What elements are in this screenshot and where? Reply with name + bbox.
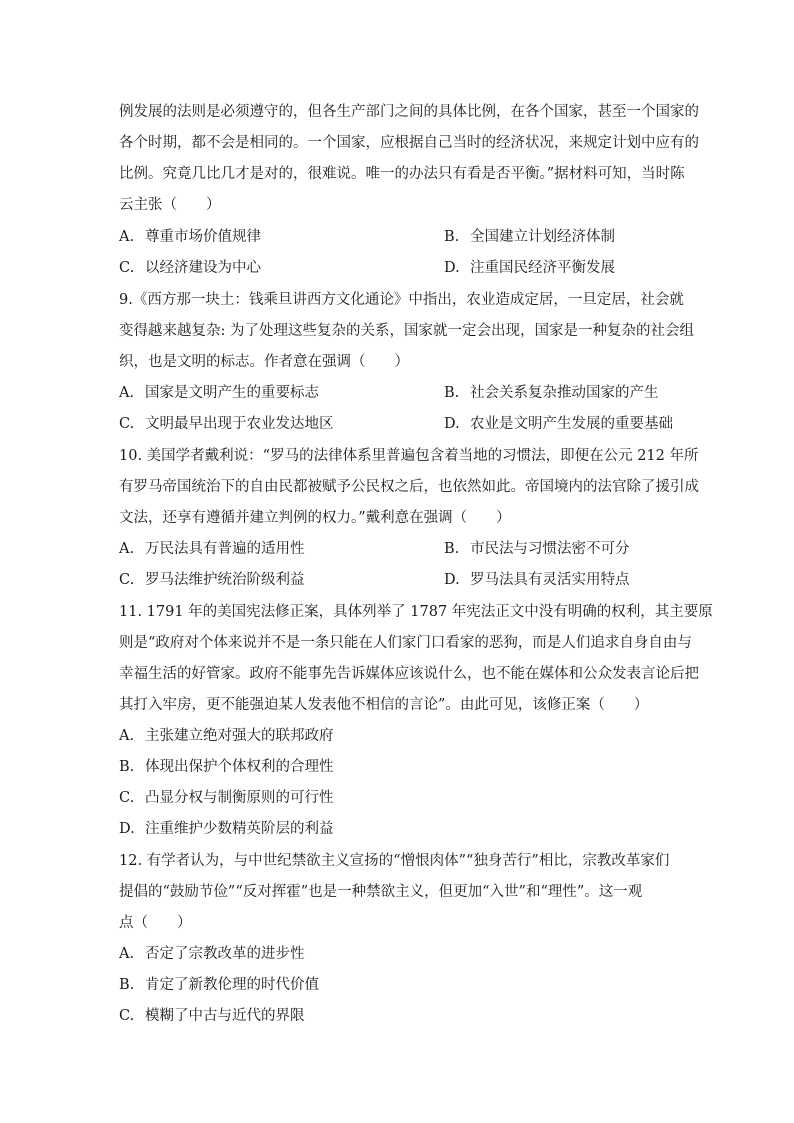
option-letter: B.: [444, 541, 460, 557]
option-letter: C.: [119, 1008, 135, 1024]
q11-stem-line: 11. 1791 年的美国宪法修正案，具体列举了 1787 年宪法正文中没有明确的权利，其主要原: [119, 604, 713, 620]
q10-stem-line: 10. 美国学者戴利说：“罗马的法律体系里普遍包含着当地的习惯法，即便在公元 212 年所: [119, 448, 699, 464]
option-text: 体现出保护个体权利的合理性: [145, 759, 334, 775]
q9-stem-line: 织，也是文明的标志。作者意在强调（ ）: [119, 354, 409, 370]
option-text: 肯定了新教伦理的时代价值: [145, 977, 319, 993]
option-letter: C.: [119, 416, 135, 432]
option-text: 社会关系复杂推动国家的产生: [470, 385, 659, 401]
option-text: 国家是文明产生的重要标志: [145, 385, 319, 401]
q12-stem-line: 12. 有学者认为，与中世纪禁欲主义宣扬的“憎恨肉体”“独身苦行”相比，宗教改革家们: [119, 853, 670, 869]
option-letter: A.: [119, 385, 135, 401]
q9-option-b[interactable]: [444, 383, 659, 403]
q12-option-b[interactable]: [119, 975, 319, 995]
q11-stem-line: 其打入牢房，更不能强迫某人发表他不相信的言论”。由此可见，该修正案（ ）: [119, 697, 649, 713]
option-text: 注重国民经济平衡发展: [470, 260, 615, 276]
option-letter: B.: [444, 385, 460, 401]
option-letter: D.: [119, 821, 135, 837]
q12-option-a[interactable]: [119, 944, 305, 964]
q10-option-c[interactable]: [119, 570, 305, 590]
option-text: 罗马法维护统治阶级利益: [145, 572, 305, 588]
option-letter: A.: [119, 229, 135, 245]
q10-option-d[interactable]: [444, 570, 630, 590]
q11-stem-line: 幸福生活的好管家。政府不能事先告诉媒体应该说什么，也不能在媒体和公众发表言论后把: [119, 666, 699, 682]
option-text: 文明最早出现于农业发达地区: [145, 416, 334, 432]
q9-option-d[interactable]: [444, 414, 673, 434]
q10-option-a[interactable]: [119, 539, 305, 559]
q9-stem-line: 变得越来越复杂: 为了处理这些复杂的关系，国家就一定会出现，国家是一种复杂的社会组: [119, 323, 694, 339]
q11-stem-line: 则是“政府对个体来说并不是一条只能在人们家门口看家的恶狗，而是人们追求自身自由与: [119, 635, 692, 651]
q8-option-d[interactable]: [444, 258, 615, 278]
option-letter: B.: [119, 759, 135, 775]
option-letter: C.: [119, 790, 135, 806]
option-text: 主张建立绝对强大的联邦政府: [145, 728, 334, 744]
q8-option-b[interactable]: [444, 227, 615, 247]
option-text: 尊重市场价值规律: [145, 229, 261, 245]
q9-stem-line: 9.《西方那一块土：钱乘旦讲西方文化通论》中指出，农业造成定居，一旦定居，社会就: [119, 292, 684, 308]
q8-option-a[interactable]: [119, 227, 261, 247]
q8-stem-line: 云主张（ ）: [119, 197, 221, 213]
option-text: 模糊了中古与近代的界限: [145, 1008, 305, 1024]
q8-stem-line: 各个时期，都不会是相同的。一个国家，应根据自己当时的经济状况，来规定计划中应有的: [119, 135, 699, 151]
option-text: 以经济建设为中心: [145, 260, 261, 276]
q11-option-c[interactable]: [119, 788, 334, 808]
option-letter: A.: [119, 728, 135, 744]
option-text: 万民法具有普遍的适用性: [145, 541, 305, 557]
q9-option-c[interactable]: [119, 414, 334, 434]
option-text: 否定了宗教改革的进步性: [145, 946, 305, 962]
option-letter: B.: [119, 977, 135, 993]
q8-stem-line: 比例。究竟几比几才是对的，很难说。唯一的办法只有看是否平衡。”据材料可知，当时陈: [119, 166, 685, 182]
q11-option-a[interactable]: [119, 726, 334, 746]
option-letter: D.: [444, 416, 460, 432]
option-text: 市民法与习惯法密不可分: [470, 541, 630, 557]
q12-stem-line: 点（ ）: [119, 915, 192, 931]
q11-option-d[interactable]: [119, 819, 334, 839]
option-text: 注重维护少数精英阶层的利益: [145, 821, 334, 837]
option-letter: C.: [119, 260, 135, 276]
option-letter: D.: [444, 572, 460, 588]
option-letter: D.: [444, 260, 460, 276]
q10-stem-line: 文法，还享有遵循并建立判例的权力。”戴利意在强调（ ）: [119, 510, 511, 526]
option-letter: B.: [444, 229, 460, 245]
option-letter: A.: [119, 946, 135, 962]
q12-stem-line: 提倡的“鼓励节俭”“反对挥霍”也是一种禁欲主义，但更加“入世”和“理性”。这一观: [119, 884, 643, 900]
option-text: 全国建立计划经济体制: [470, 229, 615, 245]
q10-option-b[interactable]: [444, 539, 630, 559]
q8-option-c[interactable]: [119, 258, 261, 278]
q11-option-b[interactable]: [119, 757, 334, 777]
q9-option-a[interactable]: [119, 383, 319, 403]
q12-option-c[interactable]: [119, 1006, 305, 1026]
option-text: 罗马法具有灵活实用特点: [470, 572, 630, 588]
q8-stem-line: 例发展的法则是必须遵守的，但各生产部门之间的具体比例，在各个国家，甚至一个国家的: [119, 104, 699, 120]
option-text: 凸显分权与制衡原则的可行性: [145, 790, 334, 806]
q10-stem-line: 有罗马帝国统治下的自由民都被赋予公民权之后，也依然如此。帝国境内的法官除了援引成: [119, 479, 699, 495]
option-letter: C.: [119, 572, 135, 588]
option-letter: A.: [119, 541, 135, 557]
option-text: 农业是文明产生发展的重要基础: [470, 416, 673, 432]
